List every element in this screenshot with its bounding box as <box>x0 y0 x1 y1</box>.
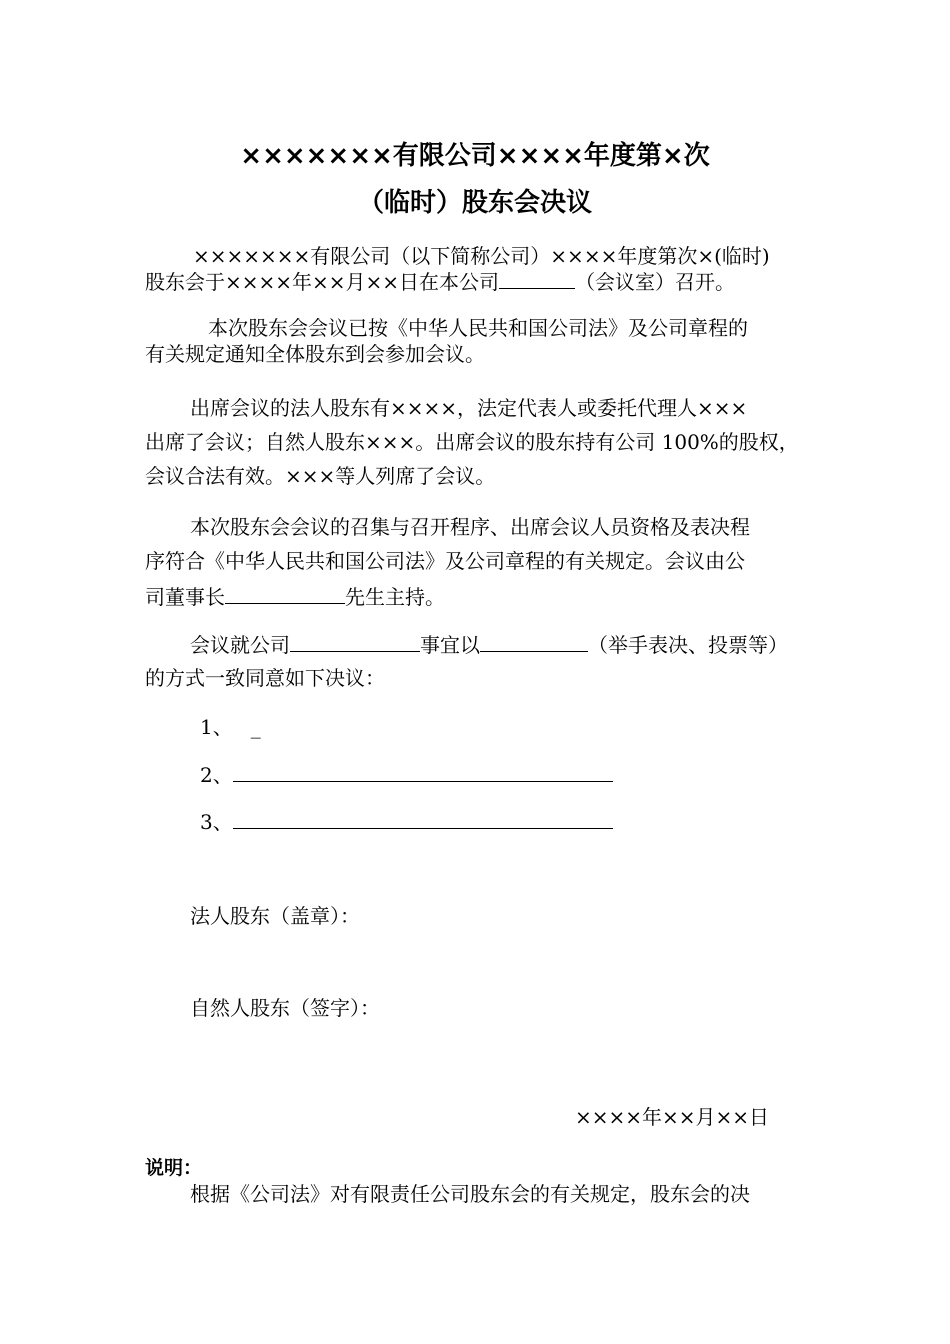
paragraph-5-text-b: 事宜以 <box>420 633 480 657</box>
resolution-item-2-number: 2、 <box>200 763 233 787</box>
paragraph-2-line-1: 本次股东会会议已按《中华人民共和国公司法》及公司章程的 <box>208 316 748 340</box>
note-label: 说明： <box>145 1157 203 1179</box>
paragraph-2-line-2: 有关规定通知全体股东到会参加会议。 <box>145 342 485 366</box>
resolution-item-3-blank <box>233 808 613 829</box>
paragraph-5-line-1 <box>190 631 788 658</box>
resolution-item-1-mark: _ <box>250 715 261 739</box>
resolution-item-3-number: 3、 <box>200 810 233 834</box>
paragraph-1-line-1: ×××××××有限公司（以下简称公司）××××年度第次×(临时) <box>193 244 770 268</box>
paragraph-1-text-b: （会议室）召开。 <box>575 270 736 294</box>
paragraph-4-line-2: 序符合《中华人民共和国公司法》及公司章程的有关规定。会议由公 <box>145 549 745 573</box>
resolution-item-2-blank <box>233 761 613 782</box>
paragraph-5-text-a: 会议就公司 <box>190 633 290 657</box>
legal-shareholder-seal-label: 法人股东（盖章）： <box>190 904 360 928</box>
paragraph-4-line-1: 本次股东会会议的召集与召开程序、出席会议人员资格及表决程 <box>190 515 750 539</box>
meeting-room-blank <box>499 268 575 289</box>
paragraph-5-text-c: （举手表决、投票等） <box>588 633 788 657</box>
resolution-item-2 <box>200 761 613 788</box>
paragraph-4-text-a: 司董事长 <box>145 585 225 609</box>
resolution-item-1-number: 1、 <box>200 715 233 739</box>
resolution-item-1 <box>200 714 261 740</box>
paragraph-3-line-1: 出席会议的法人股东有××××，法定代表人或委托代理人××× <box>190 396 748 420</box>
resolution-item-3 <box>200 808 613 835</box>
note-line-1: 根据《公司法》对有限责任公司股东会的有关规定，股东会的决 <box>190 1182 750 1206</box>
paragraph-3-line-3: 会议合法有效。×××等人列席了会议。 <box>145 464 496 488</box>
paragraph-5-line-2: 的方式一致同意如下决议： <box>145 666 385 690</box>
matter-blank <box>290 631 420 652</box>
paragraph-1-line-2 <box>145 268 735 295</box>
paragraph-4-line-3 <box>145 583 445 610</box>
chairman-name-blank <box>225 583 345 604</box>
resolution-date: ××××年××月××日 <box>575 1105 770 1129</box>
natural-shareholder-signature-label: 自然人股东（签字）： <box>190 996 380 1020</box>
voting-method-blank <box>480 631 588 652</box>
document-title-line1: ×××××××有限公司××××年度第×次 <box>240 141 710 171</box>
paragraph-4-text-b: 先生主持。 <box>345 585 445 609</box>
paragraph-3-line-2: 出席了会议；自然人股东×××。出席会议的股东持有公司 100%的股权， <box>145 430 799 454</box>
document-title-line2: （临时）股东会决议 <box>357 188 592 218</box>
paragraph-1-text-a: 股东会于××××年××月××日在本公司 <box>145 270 500 294</box>
